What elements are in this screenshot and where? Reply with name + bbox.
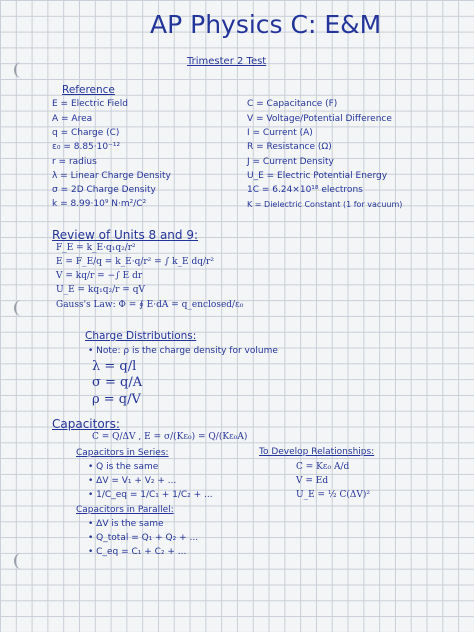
reference-left-item: A = Area <box>52 114 93 124</box>
charge-formula: σ = q/A <box>92 375 143 390</box>
parallel-item: • ΔV is the same <box>88 519 164 529</box>
gauss-law: Gauss's Law: Φ = ∮ E·dA = q_enclosed/ε₀ <box>56 300 244 310</box>
parallel-item: • C_eq = C₁ + C₂ + ... <box>88 547 187 557</box>
charge-formula: λ = q/l <box>92 359 137 374</box>
reference-left-item: λ = Linear Charge Density <box>52 171 171 181</box>
parallel-heading: Capacitors in Parallel: <box>76 505 174 515</box>
binder-hole-middle <box>14 300 28 316</box>
relationship-formula: V = Ed <box>296 476 329 486</box>
review-formula: V = kq/r = −∫ E dr <box>56 271 143 281</box>
reference-left-item: r = radius <box>52 157 97 167</box>
binder-hole-top <box>14 62 28 78</box>
series-heading: Capacitors in Series: <box>76 448 169 458</box>
binder-hole-bottom <box>14 553 28 569</box>
page-title: AP Physics C: E&M <box>150 10 382 39</box>
reference-left-item: σ = 2D Charge Density <box>52 185 156 195</box>
series-item: • 1/C_eq = 1/C₁ + 1/C₂ + ... <box>88 490 213 500</box>
review-formula: F_E = k_E·q₁q₂/r² <box>56 243 136 253</box>
relationship-formula: C = Kε₀ A/d <box>296 462 350 472</box>
charge-formula: ρ = q/V <box>92 392 141 407</box>
parallel-item: • Q_total = Q₁ + Q₂ + ... <box>88 533 199 543</box>
reference-right-item: K = Dielectric Constant (1 for vacuum) <box>247 200 403 209</box>
reference-left-item: k = 8.99·10⁹ N·m²/C² <box>52 199 147 209</box>
series-item: • Q is the same <box>88 462 159 472</box>
capacitance-formula: C = Q/ΔV , E = σ/(Kε₀) = Q/(Kε₀A) <box>92 432 248 442</box>
page-subtitle: Trimester 2 Test <box>187 56 267 67</box>
relationships-heading: To Develop Relationships: <box>259 447 375 457</box>
review-heading: Review of Units 8 and 9: <box>52 228 199 242</box>
reference-right-item: 1C = 6.24×10¹⁸ electrons <box>247 185 363 195</box>
reference-right-item: C = Capacitance (F) <box>247 99 338 109</box>
reference-right-item: R = Resistance (Ω) <box>247 142 332 152</box>
reference-heading: Reference <box>62 84 115 96</box>
reference-right-item: V = Voltage/Potential Difference <box>247 114 392 124</box>
reference-left-item: q = Charge (C) <box>52 128 120 138</box>
charge-note: • Note: ρ is the charge density for volume <box>88 346 278 356</box>
review-formula: U_E = kq₁q₂/r = qV <box>56 285 145 295</box>
charge-distributions-heading: Charge Distributions: <box>85 330 197 342</box>
reference-right-item: I = Current (A) <box>247 128 313 138</box>
reference-right-item: U_E = Electric Potential Energy <box>247 171 388 181</box>
series-item: • ΔV = V₁ + V₂ + ... <box>88 476 177 486</box>
reference-right-item: J = Current Density <box>247 157 334 167</box>
reference-left-item: ε₀ = 8.85·10⁻¹² <box>52 142 121 152</box>
review-formula: E = F_E/q = k_E·q/r² = ∫ k_E dq/r² <box>56 257 214 267</box>
relationship-formula: U_E = ½ C(ΔV)² <box>296 490 371 500</box>
reference-left-item: E = Electric Field <box>52 99 128 109</box>
capacitors-heading: Capacitors: <box>52 417 120 431</box>
